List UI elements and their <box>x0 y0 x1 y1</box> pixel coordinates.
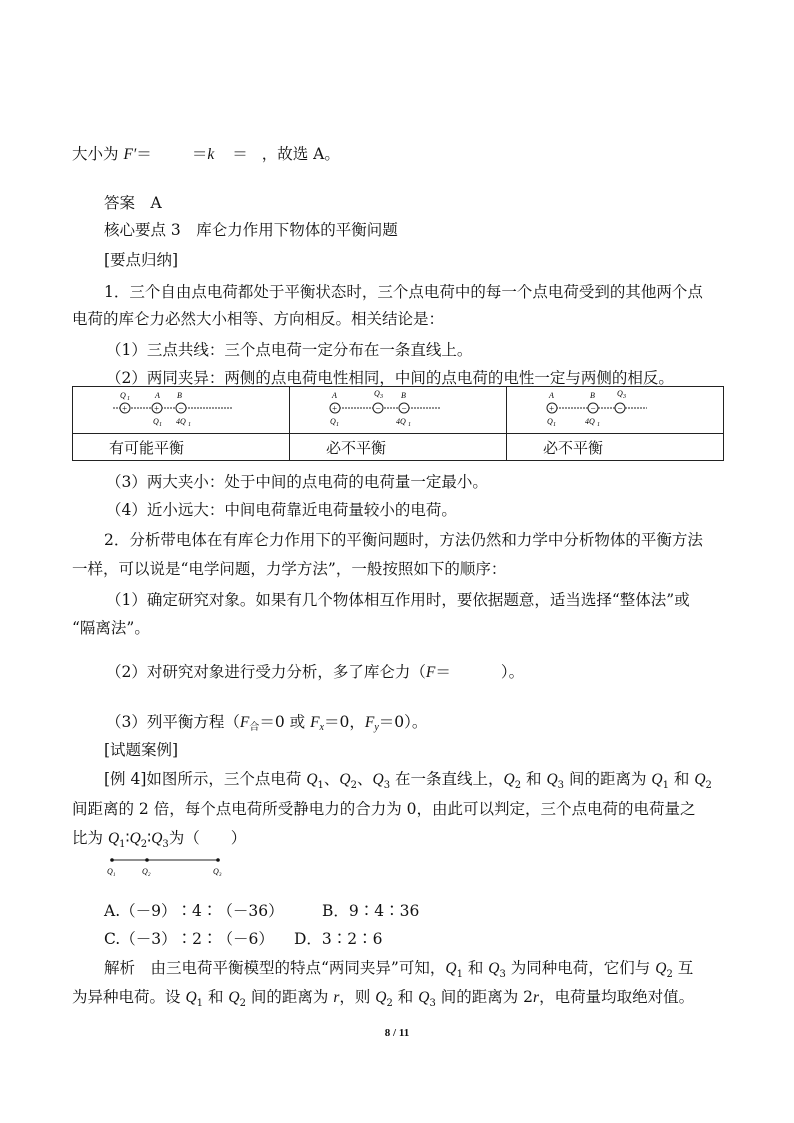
svg-text:1: 1 <box>127 396 130 402</box>
fig-label-q3: Q <box>213 867 219 876</box>
text: 解析 由三电荷平衡模型的特点“两同夹异”可知， <box>104 959 446 977</box>
paragraph: 1．三个自由点电荷都处于平衡状态时，三个点电荷中的每一个点电荷受到的其他两个点 <box>104 283 703 301</box>
subscript: 1 <box>456 969 463 981</box>
paragraph: 2．分析带电体在有库仑力作用下的平衡问题时，方法仍然和力学中分析物体的平衡方法 <box>104 531 703 549</box>
var-r: r <box>533 989 540 1006</box>
subscript: 2 <box>705 780 712 792</box>
var-q: Q <box>228 989 240 1006</box>
summary-header: [要点归纳] <box>104 251 179 269</box>
text: ＝ <box>191 145 208 163</box>
var-q: Q <box>375 989 387 1006</box>
svg-text:3: 3 <box>623 394 626 400</box>
formula-line <box>72 142 340 164</box>
subscript: 3 <box>383 780 391 792</box>
label-q1: Q <box>120 391 126 400</box>
var-fx: F <box>310 714 320 731</box>
text: ＝ <box>232 145 248 163</box>
var-f: F <box>425 664 436 681</box>
svg-text:+: + <box>121 403 128 414</box>
text: 和 <box>668 770 695 788</box>
svg-text:1: 1 <box>188 422 191 428</box>
var-q: Q <box>418 989 430 1006</box>
svg-text:Q: Q <box>547 417 553 426</box>
case-header: [试题案例] <box>104 741 179 759</box>
text: 比为 <box>72 829 108 847</box>
svg-text:A: A <box>549 391 554 400</box>
analysis-line-2 <box>72 985 694 1009</box>
var-q: Q <box>306 771 318 788</box>
paragraph: “隔离法”。 <box>72 619 150 637</box>
text: ＝ <box>435 663 451 681</box>
var-f: F <box>239 714 250 731</box>
text: 、 <box>323 770 340 788</box>
text: ，则 <box>339 988 376 1006</box>
subscript: 2 <box>514 780 522 792</box>
subscript: 3 <box>499 969 506 981</box>
svg-text:Q: Q <box>374 389 380 398</box>
paragraph: 一样，可以说是“电学问题，力学方法”，一般按照如下的顺序： <box>72 560 507 578</box>
fig-sub: 3 <box>219 873 222 878</box>
subscript: y <box>374 722 379 733</box>
text: （3）列平衡方程（ <box>106 713 240 731</box>
text: 为异种电荷。设 <box>72 988 186 1006</box>
svg-text:Q: Q <box>617 389 623 398</box>
example-line-2: 间距离的 2 倍，每个点电荷所受静电力的合力为 0，由此可以判定，三个点电荷的电荷量之 <box>72 800 696 818</box>
example-line-1 <box>104 767 712 791</box>
text: （2）对研究对象进行受力分析，多了库仑力（ <box>106 663 426 681</box>
text: 间的距离为 <box>564 770 652 788</box>
svg-text:B: B <box>401 391 406 400</box>
text: 互 <box>672 959 694 977</box>
svg-text:−: − <box>401 403 408 414</box>
fig-label-q1: Q <box>107 867 113 876</box>
subscript: 1 <box>119 839 126 851</box>
fig-sub: 2 <box>148 873 151 878</box>
svg-text:Q: Q <box>330 417 336 426</box>
page-number: 8 / 11 <box>384 1027 410 1039</box>
subscript: 2 <box>666 969 673 981</box>
subscript: 3 <box>557 780 565 792</box>
svg-text:Q: Q <box>153 417 159 426</box>
svg-text:4Q: 4Q <box>585 417 595 426</box>
var-q: Q <box>107 830 120 847</box>
var-r: r <box>333 989 340 1006</box>
var-f-prime: F′ <box>123 146 137 163</box>
charge-diagram-3 <box>507 387 723 429</box>
text: ）。 <box>500 663 525 681</box>
section-title: 核心要点 3 库仑力作用下物体的平衡问题 <box>104 221 398 239</box>
var-q: Q <box>655 960 667 977</box>
option-a[interactable]: A.（－9）∶4∶（－36） <box>104 902 284 920</box>
var-q: Q <box>546 771 558 788</box>
label-b: B <box>177 391 182 400</box>
var-q: Q <box>694 771 706 788</box>
example-line-3 <box>72 826 246 850</box>
text: ，电荷量均取绝对值。 <box>539 988 695 1006</box>
text: ＝0）。 <box>378 713 428 731</box>
svg-text:+: + <box>153 403 160 414</box>
svg-text:3: 3 <box>380 394 383 400</box>
text: 和 <box>203 988 229 1006</box>
svg-text:−: − <box>375 403 382 414</box>
paragraph-coulomb <box>106 660 524 682</box>
example-figure <box>100 852 230 880</box>
svg-text:1: 1 <box>597 422 600 428</box>
svg-text:B: B <box>590 391 595 400</box>
text: 大小为 <box>72 145 124 163</box>
svg-text:1: 1 <box>408 422 411 428</box>
subscript: 2 <box>140 839 148 851</box>
subscript: 合 <box>249 722 260 733</box>
svg-text:−: − <box>590 403 597 414</box>
subscript: 2 <box>386 998 393 1010</box>
fig-sub: 1 <box>113 873 116 878</box>
text: 在一条直线上， <box>390 770 504 788</box>
text: ＝0， <box>323 713 365 731</box>
svg-text:1: 1 <box>336 422 339 428</box>
text: 和 <box>392 988 419 1006</box>
svg-text:1: 1 <box>553 422 556 428</box>
svg-text:+: + <box>331 403 338 414</box>
subscript: 1 <box>662 780 669 792</box>
answer: 答案 A <box>104 194 162 212</box>
config-label-3: 必不平衡 <box>507 434 724 461</box>
var-q: Q <box>651 771 663 788</box>
text: 和 <box>462 959 489 977</box>
subscript: 2 <box>239 998 246 1010</box>
var-q: Q <box>445 960 457 977</box>
var-q: Q <box>372 771 384 788</box>
config-label-2: 必不平衡 <box>290 434 507 461</box>
charge-configuration-table <box>72 386 724 461</box>
charge-diagram-1 <box>73 387 289 429</box>
subscript: 1 <box>317 780 324 792</box>
label-a: A <box>155 391 160 400</box>
text: ∶ <box>147 829 152 847</box>
analysis-line-1 <box>104 956 693 980</box>
var-fy: F <box>364 714 375 731</box>
paragraph: （1）三点共线：三个点电荷一定分布在一条直线上。 <box>106 341 473 359</box>
text: 间的距离为 <box>245 988 334 1006</box>
paragraph: （3）两大夹小：处于中间的点电荷的电荷量一定最小。 <box>106 473 488 491</box>
text: ，故选 A。 <box>261 145 340 163</box>
option-b[interactable]: B．9∶4∶36 <box>322 902 420 920</box>
subscript: 3 <box>162 839 169 851</box>
text: 间的距离为 2 <box>435 988 534 1006</box>
text: 为同种电荷，它们与 <box>505 959 656 977</box>
var-q: Q <box>185 989 197 1006</box>
paragraph: （2）两同夹异：两侧的点电荷电性相同，中间的点电荷的电性一定与两侧的相反。 <box>106 369 674 387</box>
text: 、 <box>356 770 373 788</box>
var-q: Q <box>488 960 500 977</box>
subscript: 1 <box>196 998 204 1010</box>
subscript: 3 <box>429 998 436 1010</box>
text: ＝0 或 <box>259 713 311 731</box>
config-cell-3 <box>507 387 724 434</box>
config-cell-1 <box>73 387 290 434</box>
text: ＝ <box>136 145 152 163</box>
var-q: Q <box>339 771 351 788</box>
var-q: Q <box>503 771 515 788</box>
paragraph: （4）近小远大：中间电荷靠近电荷量较小的电荷。 <box>106 501 457 519</box>
svg-text:4Q: 4Q <box>396 417 406 426</box>
fig-label-q2: Q <box>142 867 148 876</box>
option-c[interactable]: C.（－3）∶2∶（－6） <box>104 930 274 948</box>
paragraph: （1）确定研究对象。如果有几个物体相互作用时，要依据题意，适当选择“整体法”或 <box>106 591 690 609</box>
text: [例 4]如图所示，三个点电荷 <box>104 770 307 788</box>
text: 和 <box>521 770 547 788</box>
svg-text:+: + <box>548 403 555 414</box>
option-d[interactable]: D．3∶2∶6 <box>294 930 383 948</box>
text: ∶ <box>125 829 130 847</box>
label-4q1: 4Q <box>176 417 186 426</box>
paragraph-equilibrium <box>106 710 427 733</box>
subscript: 2 <box>350 780 357 792</box>
paragraph: 电荷的库仑力必然大小相等、方向相反。相关结论是： <box>72 310 445 328</box>
svg-text:A: A <box>332 391 337 400</box>
charge-diagram-2 <box>290 387 506 429</box>
var-q: Q <box>129 830 141 847</box>
svg-text:−: − <box>617 403 624 414</box>
svg-text:−: − <box>178 403 185 414</box>
config-label-1: 有可能平衡 <box>73 434 290 461</box>
var-q: Q <box>151 830 163 847</box>
var-k: k <box>207 146 215 163</box>
svg-text:1: 1 <box>159 422 162 428</box>
subscript: x <box>319 722 324 733</box>
text: 为（ ） <box>168 829 247 847</box>
config-cell-2 <box>290 387 507 434</box>
